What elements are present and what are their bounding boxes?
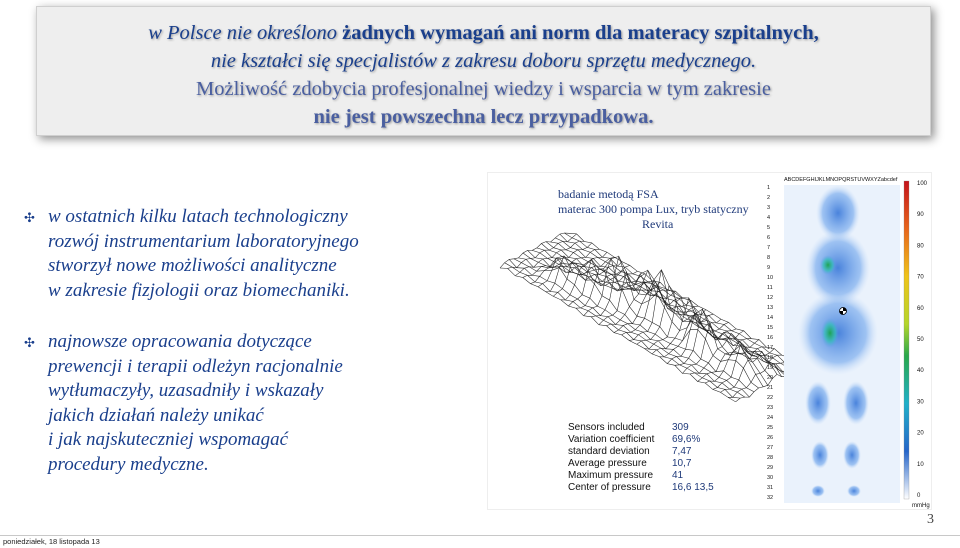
figure-caption-1: badanie metodą FSA [558, 187, 659, 201]
row-number: 25 [767, 425, 774, 431]
scale-label: 20 [917, 430, 924, 437]
bullet-2-line: i jak najskuteczniej wspomagać [48, 429, 289, 450]
row-number: 8 [767, 255, 771, 261]
row-number: 1 [767, 185, 771, 191]
row-numbers [767, 185, 773, 501]
scale-label: 40 [917, 368, 924, 375]
row-number: 26 [767, 435, 774, 441]
stat-value: 309 [672, 422, 689, 433]
row-number: 32 [767, 495, 774, 501]
scale-label: 60 [917, 305, 924, 312]
figure-caption-2: materac 300 pompa Lux, tryb statyczny [558, 202, 749, 216]
headline-banner [36, 6, 931, 136]
scale-unit: mmHg [912, 503, 930, 509]
scale-label: 100 [917, 181, 928, 187]
row-number: 3 [767, 205, 771, 211]
stat-value: 16,6 13,5 [672, 482, 714, 493]
scale-label: 90 [917, 212, 924, 219]
row-number: 20 [767, 375, 774, 381]
footer-date: poniedziałek, 18 listopada 13 [3, 537, 100, 546]
stat-value: 69,6% [672, 434, 701, 445]
color-scale-bar [904, 181, 909, 499]
bullet-1-line: w zakresie fizjologii oraz biomechaniki. [48, 279, 350, 301]
bullet-1 [24, 205, 359, 303]
row-number: 15 [767, 325, 774, 331]
row-number: 4 [767, 215, 771, 221]
row-number: 19 [767, 365, 774, 371]
stat-value: 41 [672, 470, 684, 481]
figure-caption-3: Revita [642, 217, 674, 231]
stat-label: Sensors included [568, 422, 645, 433]
center-of-pressure-icon [840, 308, 847, 315]
row-number: 21 [767, 385, 774, 391]
plus-star-icon: ✣ [24, 335, 35, 350]
row-number: 14 [767, 315, 774, 321]
stat-label: standard deviation [568, 446, 650, 457]
row-number: 23 [767, 405, 774, 411]
banner-line-2: nie kształci się specjalistów z zakresu doboru sprzętu medycznego. [210, 50, 757, 72]
scale-label: 0 [917, 493, 921, 499]
row-number: 29 [767, 465, 774, 471]
pressure-map-graphic [488, 173, 931, 509]
bullet-2-line: jakich działań należy unikać [48, 404, 264, 426]
stat-label: Average pressure [568, 458, 647, 469]
bullet-1-line: rozwój instrumentarium laboratoryjnego [48, 230, 359, 252]
bullet-2-line: prewencji i terapii odleżyn racjonalnie [48, 355, 343, 377]
footer-bar [0, 535, 960, 548]
pressure-map-figure [487, 172, 932, 510]
scale-label: 10 [917, 461, 924, 468]
row-number: 22 [767, 395, 774, 401]
row-number: 13 [767, 305, 774, 311]
banner-line-1: w Polsce nie określono żadnych wymagań ani norm dla materacy szpitalnych, [148, 22, 819, 44]
plus-star-icon: ✣ [24, 210, 35, 225]
row-number: 10 [767, 275, 774, 281]
stat-value: 10,7 [672, 458, 692, 469]
scale-label: 30 [917, 399, 924, 406]
row-number: 17 [767, 345, 774, 351]
bullet-1-line: stworzył nowe możliwości analityczne [48, 255, 337, 276]
row-number: 18 [767, 355, 774, 361]
row-number: 7 [767, 245, 771, 251]
bullet-2-line: wytłumaczyły, uzasadniły i wskazały [48, 380, 324, 401]
stat-value: 7,47 [672, 446, 692, 457]
stat-label: Center of pressure [568, 482, 651, 493]
banner-line-4: nie jest powszechna lecz przypadkowa. [313, 106, 654, 128]
row-number: 12 [767, 295, 774, 301]
scale-label: 80 [917, 243, 924, 250]
scale-label: 50 [917, 337, 924, 343]
row-number: 28 [767, 455, 774, 461]
bullet-2 [24, 330, 343, 477]
wireframe-plot [500, 233, 805, 402]
banner-line-3: Możliwość zdobycia profesjonalnej wiedzy i wsparcia w tym zakresie [196, 78, 771, 100]
row-number: 24 [767, 415, 774, 421]
row-number: 27 [767, 445, 774, 451]
row-number: 11 [767, 285, 773, 291]
column-letters: ABCDEFGHIJKLMNOPQRSTUVWXYZabcdef [784, 177, 898, 183]
bullet-2-line: najnowsze opracowania dotyczące [48, 331, 312, 352]
stat-label: Variation coefficient [568, 434, 655, 445]
color-scale-labels [917, 181, 928, 499]
scale-label: 70 [917, 274, 924, 281]
row-number: 16 [767, 335, 774, 341]
bullet-2-line: procedury medyczne. [48, 453, 209, 475]
stats-table [568, 422, 714, 493]
row-number: 5 [767, 225, 771, 231]
bullet-1-line: w ostatnich kilku latach technologiczny [48, 206, 348, 227]
row-number: 2 [767, 195, 771, 201]
row-number: 9 [767, 265, 771, 271]
stat-label: Maximum pressure [568, 470, 654, 481]
row-number: 6 [767, 235, 771, 241]
row-number: 31 [767, 485, 774, 491]
row-number: 30 [767, 475, 774, 481]
page-number: 3 [927, 512, 934, 527]
